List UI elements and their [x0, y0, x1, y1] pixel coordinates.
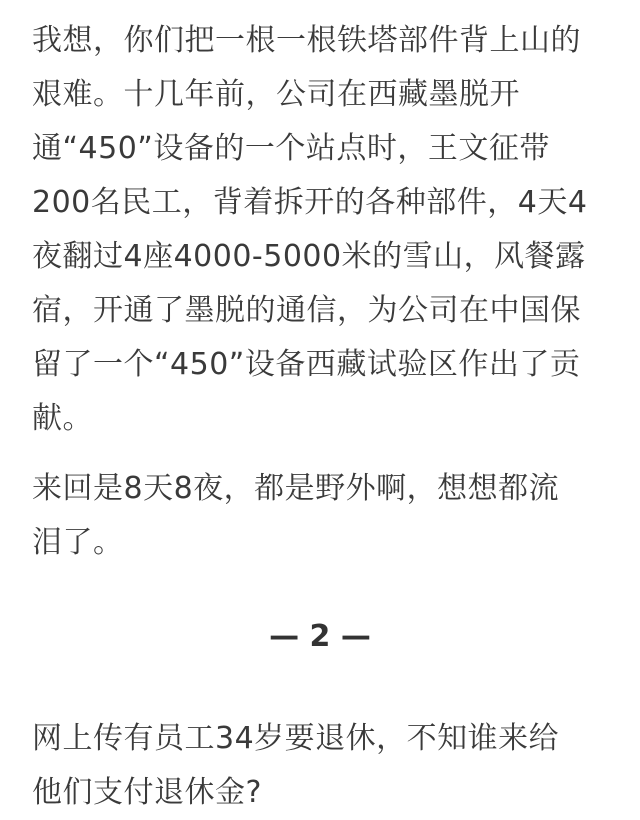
text-line: 泪了。 — [32, 525, 124, 560]
text-line: 献。 — [32, 401, 93, 436]
text-line: 夜翻过4座4000-5000米的雪山，风餐露 — [32, 239, 586, 274]
text-line: 艰难。十几年前，公司在西藏墨脱开 — [32, 77, 520, 112]
text-line: 他们支付退休金? — [32, 775, 262, 810]
paragraph-3 — [32, 712, 559, 820]
paragraph-2 — [32, 462, 559, 570]
text-line: 网上传有员工34岁要退休，不知谁来给 — [32, 721, 560, 756]
text-line: 200名民工，背着拆开的各种部件，4天4 — [32, 185, 588, 220]
text-line: 我想，你们把一根一根铁塔部件背上山的 — [32, 23, 581, 58]
text-line: 来回是8天8夜，都是野外啊，想想都流 — [32, 471, 560, 506]
text-line: 通“450”设备的一个站点时，王文征带 — [32, 131, 550, 166]
text-line: 留了一个“450”设备西藏试验区作出了贡 — [32, 347, 581, 382]
text-line: 宿，开通了墨脱的通信，为公司在中国保 — [32, 293, 581, 328]
paragraph-1 — [32, 14, 587, 446]
section-divider: — 2 — — [269, 619, 371, 654]
